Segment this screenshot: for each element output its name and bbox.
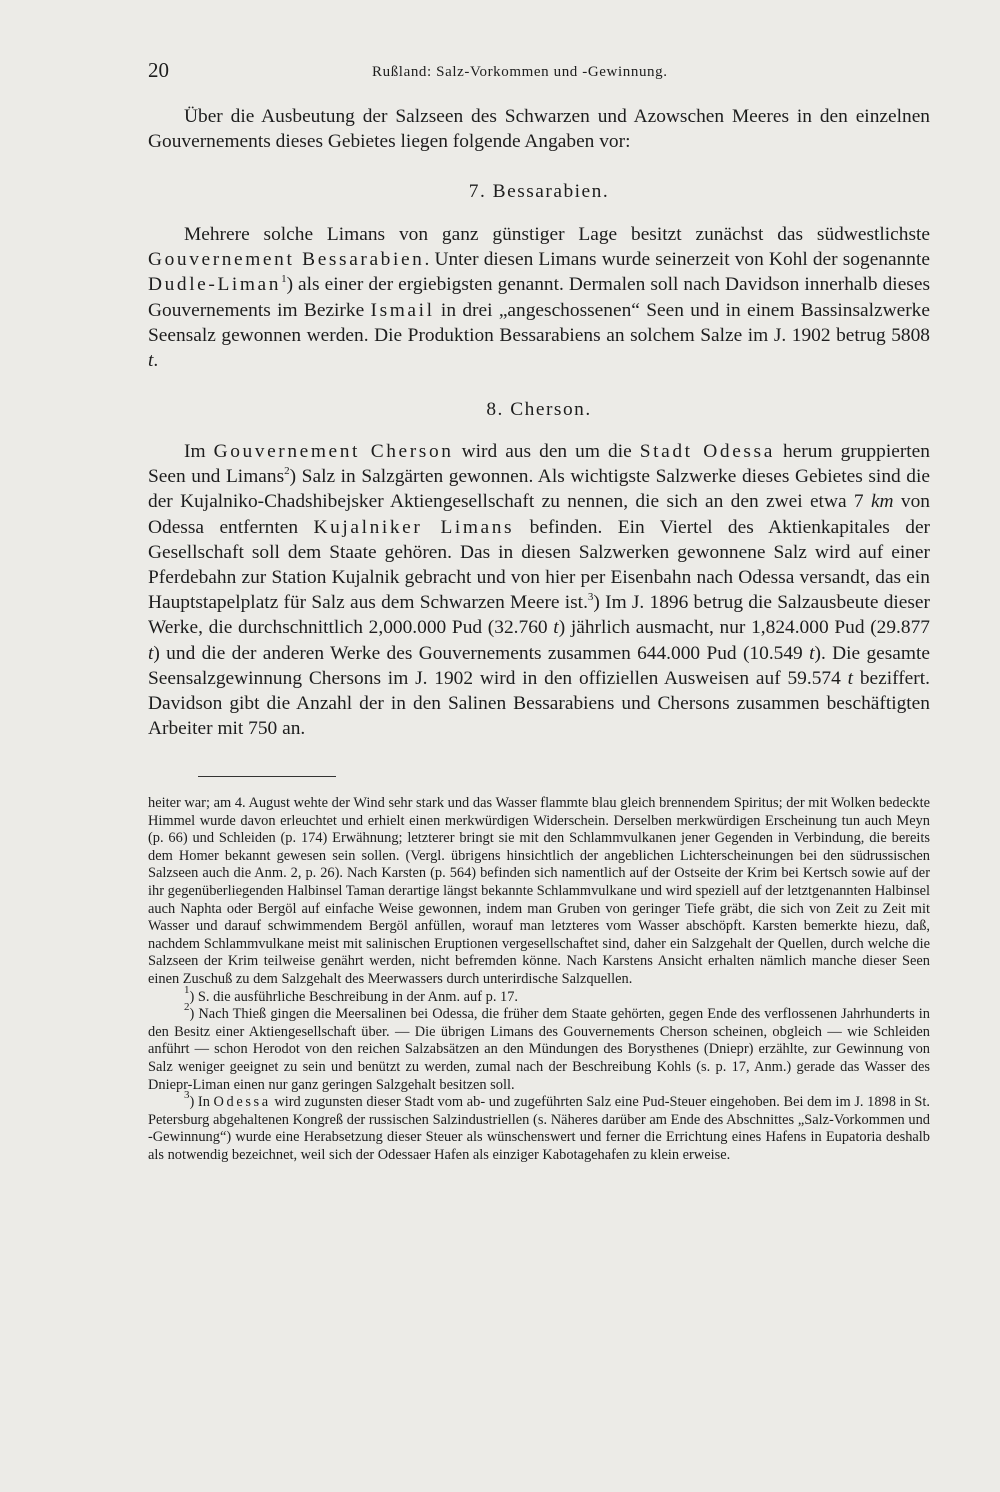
text-run: t xyxy=(148,642,154,664)
section-heading-bessarabien: 7. Bessarabien. xyxy=(468,181,610,202)
footnote-2 xyxy=(148,1001,930,1094)
text-run: ). Die gesamte Seensalzgewinnung Chersons im J. 1902 wird in den offiziellen Ausweisen auf 59.574 xyxy=(148,642,930,689)
footnote-marker: 3 xyxy=(184,1089,190,1102)
intro-paragraph xyxy=(148,104,930,154)
running-title: Rußland: Salz-Vorkommen und -Gewinnung. xyxy=(372,64,668,80)
footnote-marker: 3 xyxy=(587,591,594,604)
text-run: ) als einer der ergiebigsten genannt. Dermalen soll nach Davidson innerhalb dieses Gouvernements im Bezirke xyxy=(148,274,930,321)
paragraph-cherson xyxy=(148,439,930,741)
paragraph-bessarabien xyxy=(148,222,930,373)
text-run: herum gruppierten Seen und Limans xyxy=(148,441,930,488)
text-run: . Unter diesen Limans wurde seinerzeit von Kohl der sogenannte xyxy=(424,249,930,271)
text-run: heiter war; am 4. August wehte der Wind sehr stark und das Wasser flammte blau gleich brennendem Spiritus; der mit Wolken bedeckte Himmel wurde davon erleuchtet und erhielt einen merkwürdigen Widerschein. Derselben merkwürdigen Erscheinung tun auch Meyn (p. 66) und Schleiden (p. 174) Erwähnung; letzterer bringt sie mit den Schlammvulkanen jener Gegenden in Verbindung, die bereits dem Homer bekannt gewesen sein sollen. (Vergl. übrigens hinsichtlich der angeblichen Lichterscheinungen bei den südrussischen Salzseen auch die Anm. 2, p. 26). Nach Karsten (p. 564) befinden sich namentlich auf der Ostseite der Krim bei Kertsch sowie auf der ihr gegenüberliegenden Halbinsel Taman derartige längst bekannte Schlammvulkane und wird speziell auf der letztgenannten Halbinsel auch Naphta oder Bergöl auf einfache Weise gewonnen, indem man Gruben von geringer Tiefe gräbt, die sich von Zeit zu Zeit mit Wasser und darauf schwimmendem Bergöl anfüllen, worauf man letzteres vom Wasser abschöpft. Karsten bemerkte hiezu, daß, nachdem Schlammvulkane meist mit salinischen Eruptionen vergesellschaftet sind, daher ein Salzgehalt der Quellen, durch welche die Salzseen der Krim teilweise genährt werden, nicht befremden könne. Nach Karstens Ansicht erhalten nämlich manche dieser Seen einen Zuschuß zu dem Salzgehalt des Meerwassers durch unterirdische Salzquellen. xyxy=(148,795,930,987)
spaced-emphasis: Dudle-Liman xyxy=(148,274,282,296)
text-run: wird aus den um die xyxy=(453,441,640,462)
spaced-emphasis: Stadt Odessa xyxy=(639,441,775,462)
text-run: . xyxy=(153,350,159,372)
text-run: ) S. die ausführliche Beschreibung in der Anm. auf p. 17. xyxy=(189,988,519,1005)
footnote-continuation xyxy=(148,795,930,989)
text-run: in drei „angeschossenen“ Seen und in einem Bassinsalzwerke Seensalz gewonnen werden. Die Produktion Bessarabiens an solchem Salze im J. 1902 betrug 5808 xyxy=(148,299,930,346)
footnote-separator xyxy=(198,776,336,777)
spaced-emphasis: Odessa xyxy=(213,1094,271,1111)
text-run: befinden. Ein Viertel des Aktienkapitales der Gesellschaft soll dem Staate gehören. Das in diesen Salzwerken gewonnene Salz wird auf einer Pferdebahn zur Station Kujalnik gebracht und von hier per Eisenbahn nach Odessa versandt, das ein Hauptstapelplatz für Salz aus dem Schwarzen Meere ist. xyxy=(148,516,931,614)
footnotes xyxy=(148,795,930,1164)
text-run: wird zugunsten dieser Stadt vom ab- und zugeführten Salz eine Pud-Steuer eingehoben. Bei dem im J. 1898 in St. Petersburg abgehaltenen Kongreß der russischen Salzindustriellen (s. Näheres darüber am Ende des Abschnittes „Salz-Vorkommen und -Gewinnung“) wurde eine Herabsetzung dieser Steuer als wünschenswert und ferner die Errichtung eines Hafens in Eupatoria deshalb als notwendig bezeichnet, weil sich der Odessaer Hafen als einziger Kabotagehafen zu klein erweise. xyxy=(148,1094,930,1163)
spaced-emphasis: Ismail xyxy=(370,299,435,321)
footnote-marker: 1 xyxy=(184,983,190,996)
text-run: t xyxy=(847,667,854,689)
text-run: ) In xyxy=(189,1094,214,1111)
text-run: beziffert. Davidson gibt die Anzahl der in den Salinen Bessarabiens und Chersons zusammen beschäftigten Arbeiter mit 750 an. xyxy=(148,667,930,740)
text-run: ) Im J. 1896 betrug die Salzausbeute dieser Werke, die durchschnittlich 2,000.000 Pud (32.760 xyxy=(148,592,930,639)
text-run: Mehrere solche Limans von ganz günstiger Lage besitzt zunächst das südwestlichste xyxy=(184,224,930,245)
text-run: t xyxy=(809,642,815,664)
text-run: von Odessa entfernten xyxy=(148,491,931,538)
text-run: ) Nach Thieß gingen die Meersalinen bei Odessa, die früher dem Staate gehörten, gegen Ende des verflossenen Jahrhunderts in den Besitz einer Aktiengesellschaft über. — Die übrigen Limans des Gouvernements Cherson scheinen, obgleich — wie Schleiden anführt — schon Herodot von den reichen Salzabsätzen an den Mündungen des Borysthenes (Dniepr) erzählte, zur Gewinnung von Salz weniger geeignet zu sein und benützt zu werden, zumal nach der Beschreibung Kohls (s. p. 17, Anm.) gerade das Wasser des Dniepr-Liman einen nur ganz geringen Salzgehalt besitzen soll. xyxy=(148,1006,930,1093)
paragraph-text xyxy=(148,222,930,373)
section-heading-cherson: 8. Cherson. xyxy=(486,399,592,420)
page-number: 20 xyxy=(148,58,169,82)
spaced-emphasis: Gouvernement Cherson xyxy=(213,441,454,462)
text-run: Im xyxy=(184,441,214,462)
footnote-marker: 2 xyxy=(184,1001,190,1014)
footnote-marker: 2 xyxy=(284,465,290,478)
paragraph-text xyxy=(148,439,930,741)
intro-text: Über die Ausbeutung der Salzseen des Schwarzen und Azowschen Meeres in den einzelnen Gouvernements dieses Gebietes liegen folgende Angaben vor: xyxy=(148,106,930,153)
text-run: t xyxy=(148,350,154,372)
spaced-emphasis: Kujalniker Limans xyxy=(313,516,515,538)
text-run: ) jährlich ausmacht, nur 1,824.000 Pud (29.877 xyxy=(558,617,930,639)
text-run: ) und die der anderen Werke des Gouvernements zusammen 644.000 Pud (10.549 xyxy=(153,642,810,664)
footnote-1 xyxy=(148,983,930,1007)
footnote-marker: 1 xyxy=(281,273,287,286)
spaced-emphasis: Gouvernement Bessarabien xyxy=(148,249,425,271)
text-run: km xyxy=(870,491,894,513)
text-run: t xyxy=(553,617,559,639)
text-run: ) Salz in Salzgärten gewonnen. Als wichtigste Salzwerke dieses Gebietes sind die der Kujalniko-Chadshibejsker Aktiengesellschaft zu nennen, die sich an den zwei etwa 7 xyxy=(148,466,930,513)
footnote-3 xyxy=(148,1089,930,1164)
